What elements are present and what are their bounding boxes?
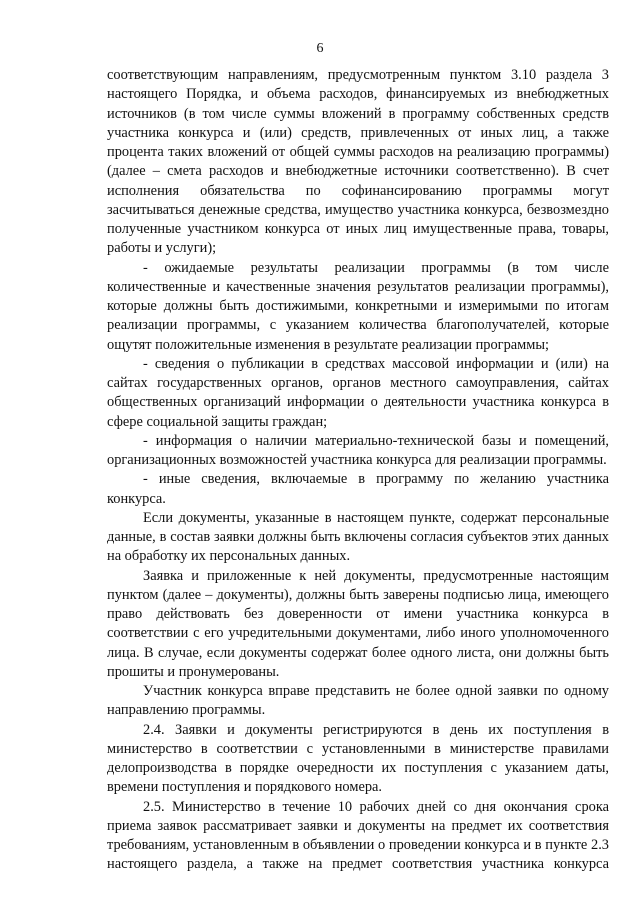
paragraph-expected-results: - ожидаемые результаты реализации программы (в том числе количественные и качественные значения результатов реализации программы), которые должны быть достижимыми, конкретными и измеримыми по итогам реализации программы, с указанием количества благополучателей, которые ощутят положительные изменения в результате реализации программы; [107,259,609,353]
paragraph-one-application: Участник конкурса вправе представить не более одной заявки по одному направлению программы. [107,683,609,719]
paragraph-2-5: 2.5. Министерство в течение 10 рабочих дней со дня окончания срока приема заявок рассматривает заявки и документы на предмет их соответствия требованиям, установленным в объявлении о проведении конкурса и в пункте 2.3 настоящего раздела, а также на предмет соответствия участника конкурса [107,798,609,873]
paragraph-other-info: - иные сведения, включаемые в программу по желанию участника конкурса. [107,471,609,507]
page-number: 6 [316,41,324,56]
paragraph-media-publications: - сведения о публикации в средствах массовой информации и (или) на сайтах государственных органов, органов местного самоуправления, сайтах общественных организаций информации о деятельности участника конкурса в сфере социальной защиты граждан; [107,355,609,430]
paragraph-personal-data: Если документы, указанные в настоящем пункте, содержат персональные данные, в состав заявки должны быть включены согласия субъектов этих данных на обработку их персональных данных. [107,509,609,565]
paragraph-certification: Заявка и приложенные к ней документы, предусмотренные настоящим пунктом (далее – документы), должны быть заверены подписью лица, имеющего право действовать без доверенности от имени участника конкурса в соответствии с его учредительными документами, либо иного уполномоченного лица. В случае, если документы содержат более одного листа, они должны быть прошиты и пронумерованы. [107,567,609,680]
paragraph-continuation: соответствующим направлениям, предусмотренным пунктом 3.10 раздела 3 настоящего Порядка, и объема расходов, финансируемых из внебюджетных источников (в том числе суммы вложений в программу собственных средств участника конкурса и (или) средств, привлеченных от иных лиц, а также процента таких вложений от общей суммы расходов на реализацию программы) (далее – смета расходов и внебюджетные источники соответственно). В счет исполнения обязательства по софинансированию программы могут засчитываться денежные средства, имущество участника конкурса, безвозмездно полученные участником конкурса от иных лиц имущественные права, товары, работы и услуги); [107,67,609,257]
document-body [107,66,609,875]
paragraph-2-4: 2.4. Заявки и документы регистрируются в день их поступления в министерство в соответствии с установленными в министерстве правилами делопроизводства в порядке очередности их поступления с указанием даты, времени поступления и порядкового номера. [107,721,609,796]
paragraph-material-base: - информация о наличии материально-технической базы и помещений, организационных возможностей участника конкурса для реализации программы. [107,432,609,468]
